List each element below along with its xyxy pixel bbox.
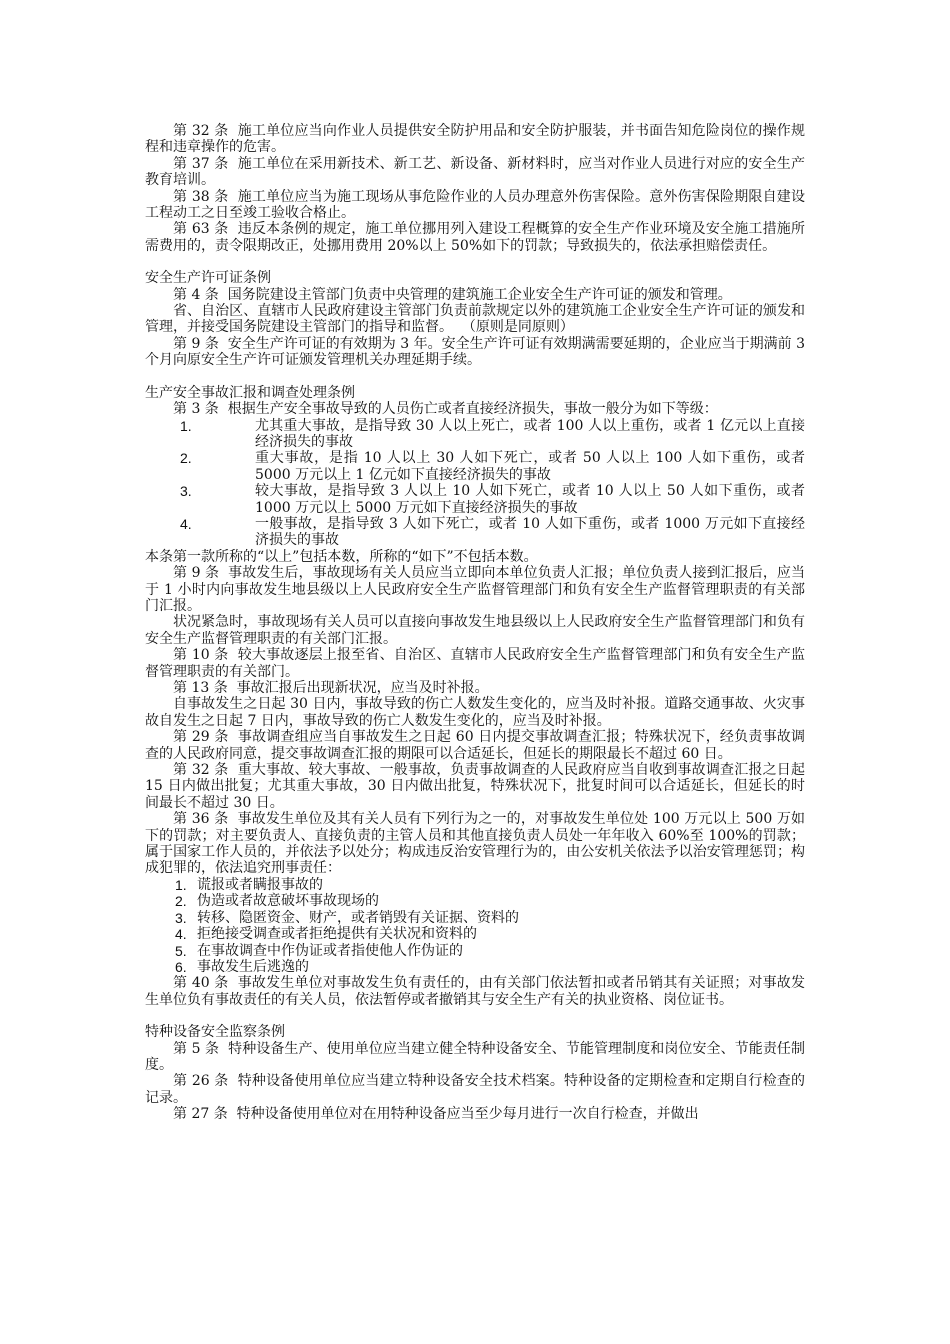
list-item <box>145 418 805 451</box>
article-40: 第 40 条 事故发生单位对事故发生负有责任的，由有关部门依法暂扣或者吊销其有关证照；对事故发生单位负有事故责任的有关人员，依法暂停或者撤销其与安全生产有关的执业资格、岗位证书。 <box>145 975 805 1008</box>
section-spacer <box>145 254 805 270</box>
section-title-safety-license: 安全生产许可证条例 <box>145 270 271 287</box>
list-number: 1. <box>175 876 187 893</box>
list-number: 4. <box>175 926 187 943</box>
list-item <box>145 893 805 909</box>
article-10: 第 10 条 较大事故逐层上报至省、自治区、直辖市人民政府安全生产监督管理部门和负有安全生产监督管理职责的有关部门。 <box>145 647 805 680</box>
article-27: 第 27 条 特种设备使用单位对在用特种设备应当至少每月进行一次自行检查，并做出 <box>173 1106 699 1123</box>
article-63: 第 63 条 违反本条例的规定，施工单位挪用列入建设工程概算的安全生产作业环境及安全施工措施所需费用的，责令限期改正，处挪用费用 20%以上 50%如下的罚款；导致损失的，依法承担赔偿责任。 <box>145 221 805 254</box>
article-32-report: 第 32 条 重大事故、较大事故、一般事故，负责事故调查的人民政府应当自收到事故调查汇报之日起 15 日内做出批复；尤其重大事故，30 日内做出批复，特殊状况下，批复时间可以合适延长，但延长的时间最长不超过 30 日。 <box>145 762 810 811</box>
list-number: 2. <box>180 450 192 467</box>
section-special-equipment <box>145 1024 805 1122</box>
list-item <box>145 959 805 975</box>
list-text: 转移、隐匿资金、财产，或者销毁有关证据、资料的 <box>197 909 519 926</box>
violation-list <box>145 877 805 975</box>
list-text: 事故发生后逃逸的 <box>197 958 309 975</box>
list-number: 6. <box>175 958 187 975</box>
list-text: 较大事故，是指导致 3 人以上 10 人如下死亡，或者 10 人以上 50 人如下重伤，或者 1000 万元以上 5000 万元如下直接经济损失的事故 <box>255 483 805 516</box>
list-item <box>145 926 805 942</box>
list-text: 尤其重大事故，是指导致 30 人以上死亡，或者 100 人以上重伤，或者 1 亿元以上直接经济损失的事故 <box>255 417 805 450</box>
article-9-report: 第 9 条 事故发生后，事故现场有关人员应当立即向本单位负责人汇报；单位负责人接到汇报后，应当于 1 小时内向事故发生地县级以上人民政府安全生产监督管理部门和负有安全生产监督管理职责的有关部门汇报。 <box>145 565 805 614</box>
article-26: 第 26 条 特种设备使用单位应当建立特种设备安全技术档案。特种设备的定期检查和定期自行检查的记录。 <box>145 1073 805 1106</box>
list-item <box>145 943 805 959</box>
document-body <box>145 123 810 1123</box>
section-spacer <box>145 1008 805 1024</box>
article-9-clause-2: 状况紧急时，事故现场有关人员可以直接向事故发生地县级以上人民政府安全生产监督管理部门和负有安全生产监督管理职责的有关部门汇报。 <box>145 614 805 647</box>
article-3-intro: 第 3 条 根据生产安全事故导致的人员伤亡或者直接经济损失，事故一般分为如下等级： <box>173 401 718 418</box>
section-spacer <box>145 369 805 385</box>
list-item <box>145 877 805 893</box>
list-number: 3. <box>175 909 187 926</box>
article-5: 第 5 条 特种设备生产、使用单位应当建立健全特种设备安全、节能管理制度和岗位安全、节能责任制度。 <box>145 1040 805 1073</box>
article-4: 第 4 条 国务院建设主管部门负责中央管理的建筑施工企业安全生产许可证的颁发和管理。 <box>173 286 732 303</box>
article-29: 第 29 条 事故调查组应当自事故发生之日起 60 日内提交事故调查汇报；特殊状况下，经负责事故调查的人民政府同意，提交事故调查汇报的期限可以合适延长，但延长的期限最长不超过 60 日。 <box>145 729 805 762</box>
list-item <box>145 450 805 483</box>
article-4-clause-2: 省、自治区、直辖市人民政府建设主管部门负责前款规定以外的建筑施工企业安全生产许可证的颁发和管理，并接受国务院建设主管部门的指导和监督。 （原则是同原则） <box>145 303 805 336</box>
article-3-note: 本条第一款所称的“以上”包括本数，所称的“如下”不包括本数。 <box>145 548 538 565</box>
article-9-license: 第 9 条 安全生产许可证的有效期为 3 年。安全生产许可证有效期满需要延期的，企业应当于期满前 3 个月向原安全生产许可证颁发管理机关办理延期手续。 <box>145 335 810 369</box>
section-title-accident-report: 生产安全事故汇报和调查处理条例 <box>145 384 355 401</box>
article-13-clause-2: 自事故发生之日起 30 日内，事故导致的伤亡人数发生变化的，应当及时补报。道路交通事故、火灾事故自发生之日起 7 日内，事故导致的伤亡人数发生变化的，应当及时补报。 <box>145 696 805 729</box>
article-32: 第 32 条 施工单位应当向作业人员提供安全防护用品和安全防护服装，并书面告知危险岗位的操作规程和违章操作的危害。 <box>145 123 805 156</box>
list-item <box>145 910 805 926</box>
list-item <box>145 516 805 549</box>
article-36: 第 36 条 事故发生单位及其有关人员有下列行为之一的，对事故发生单位处 100 万元以上 500 万如下的罚款；对主要负责人、直接负责的主管人员和其他直接负责人员处一年年收入 60%至 100%的罚款；属于国家工作人员的，并依法予以处分；构成违反治安管理行为的，由公安机关依法予以治安管理惩罚；构成犯罪的，依法追究刑事责任： <box>145 811 805 877</box>
article-38: 第 38 条 施工单位应当为施工现场从事危险作业的人员办理意外伤害保险。意外伤害保险期限自建设工程动工之日至竣工验收合格止。 <box>145 188 805 222</box>
list-number: 3. <box>180 483 192 500</box>
list-text: 伪造或者故意破坏事故现场的 <box>197 893 379 910</box>
list-text: 在事故调查中作伪证或者指使他人作伪证的 <box>197 942 463 959</box>
list-text: 重大事故，是指 10 人以上 30 人如下死亡，或者 50 人以上 100 人如下重伤，或者 5000 万元以上 1 亿元如下直接经济损失的事故 <box>255 450 805 483</box>
list-number: 4. <box>180 515 192 532</box>
section-accident-report <box>145 384 810 1008</box>
list-text: 谎报或者瞒报事故的 <box>197 876 323 893</box>
list-text: 一般事故，是指导致 3 人如下死亡，或者 10 人如下重伤，或者 1000 万元如下直接经济损失的事故 <box>255 515 805 549</box>
list-number: 1. <box>180 417 192 434</box>
section-title-special-equipment: 特种设备安全监察条例 <box>145 1024 285 1041</box>
list-text: 拒绝接受调查或者拒绝提供有关状况和资料的 <box>197 926 477 943</box>
section-construction-safety <box>145 123 805 254</box>
list-number: 2. <box>175 893 187 910</box>
section-safety-license <box>145 270 810 369</box>
accident-level-list <box>145 418 805 549</box>
article-13: 第 13 条 事故汇报后出现新状况，应当及时补报。 <box>173 680 489 696</box>
list-number: 5. <box>175 942 187 959</box>
list-item <box>145 483 805 516</box>
article-37: 第 37 条 施工单位在采用新技术、新工艺、新设备、新材料时，应当对作业人员进行对应的安全生产教育培训。 <box>145 155 805 189</box>
